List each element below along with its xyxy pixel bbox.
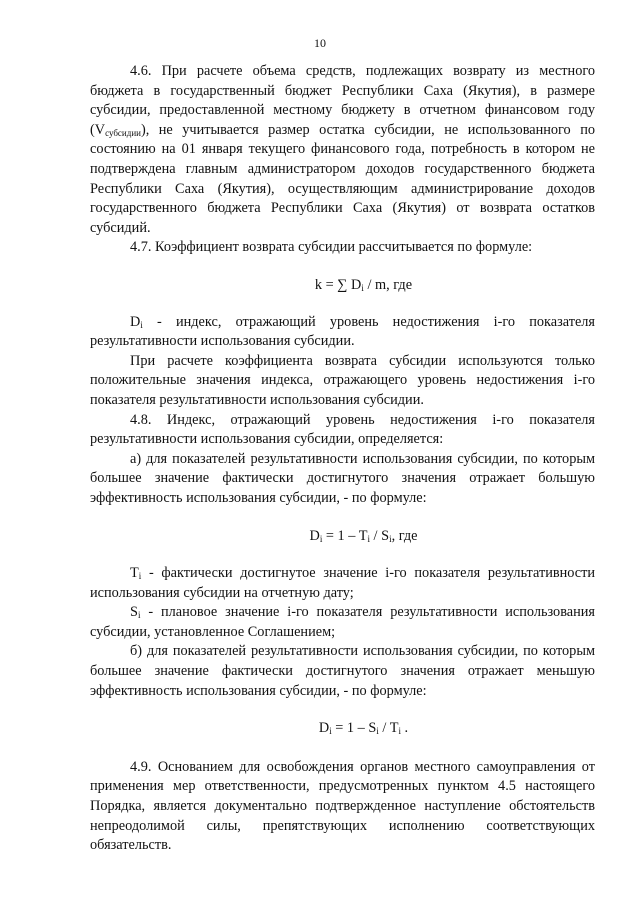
paragraph-4-6-start: 4.6. При расчете объема средств, подлежащих возврату из местного бюджета в государственный бюджет Республики Саха (Якутия), в размере субсидии, предоставленной местному бюджету в отчетном финансовом году (V (90, 63, 595, 138)
paragraph-4-7: 4.7. Коэффициент возврата субсидии рассчитывается по формуле: (130, 239, 533, 256)
formula2-slash: / S (369, 528, 390, 545)
paragraph-si-definition (90, 603, 595, 642)
formula2-post: , где (391, 528, 418, 545)
formula3-d-sub: i (329, 726, 332, 737)
formula-return-coefficient (90, 276, 595, 296)
formula2-t-sub: i (367, 534, 370, 545)
ti-text: - фактически достигнутое значение i-го показателя результативности использования субсидии на отчетную дату; (90, 565, 595, 601)
paragraph-di-definition (90, 313, 595, 352)
subscript-subsidy: субсидии (105, 127, 141, 138)
formula2-mid: = 1 – T (322, 528, 368, 545)
di-var: D (130, 313, 141, 330)
paragraph-case-b: б) для показателей результативности использования субсидии, по которым большее значение фактически достигнутого значения отражает меньшую эффективность использования субсидии, - по формуле: (90, 643, 595, 699)
si-sub: i (137, 610, 141, 621)
paragraph-4-8: 4.8. Индекс, отражающий уровень недостижения i-го показателя результативности использования субсидии, определяется: (90, 411, 595, 448)
ti-var: T (130, 565, 139, 582)
formula3-t-sub: i (398, 726, 401, 737)
formula1-pre: k = ∑ D (314, 276, 362, 293)
formula2-s-sub: i (389, 534, 392, 545)
si-text: - плановое значение i-го показателя результативности использования субсидии, установленное Соглашением; (90, 604, 595, 640)
formula1-post: / m, где (363, 276, 413, 293)
si-var: S (130, 604, 138, 621)
ti-sub: i (138, 571, 142, 582)
formula3-slash: / T (378, 720, 399, 737)
formula2-d-sub: i (319, 534, 323, 545)
page-number: 10 (314, 36, 326, 50)
formula3-s-sub: i (376, 726, 379, 737)
di-text: - индекс, отражающий уровень недостижения i-го показателя результативности использования субсидии. (90, 313, 595, 350)
paragraph-case-a: а) для показателей результативности использования субсидии, по которым большее значение фактически достигнутого значения отражает большую эффективность использования субсидии, - по формуле: (90, 450, 595, 506)
formula-index-b (90, 719, 595, 739)
formula-index-a (90, 527, 595, 547)
paragraph-positive-values: При расчете коэффициента возврата субсидии используются только положительные значения индекса, отражающего уровень недостижения i-го показателя результативности использования субсидии. (90, 352, 595, 408)
document-body (90, 62, 595, 856)
di-sub: i (140, 319, 143, 330)
formula1-sub: i (361, 282, 364, 293)
formula3-mid: = 1 – S (331, 720, 377, 737)
paragraph-4-6-end: ), не учитывается размер остатка субсидии, не использованного по состоянию на 01 января текущего финансового года, потребность в котором не подтверждена главным администратором доходов государственного бюджета Республики Саха (Якутия), осуществляющим администрирование доходов государственного бюджета Республики Саха (Якутия) от возврата остатков субсидий. (90, 121, 595, 236)
paragraph-4-6 (90, 62, 595, 238)
formula3-d: D (318, 720, 330, 737)
paragraph-4-9: 4.9. Основанием для освобождения органов местного самоуправления от применения мер ответственности, предусмотренных пунктом 4.5 настоящего Порядка, является документально подтвержденное наступление обстоятельств непреодолимой силы, препятствующих исполнению соответствующих обязательств. (90, 758, 595, 854)
formula3-post: . (400, 720, 409, 737)
paragraph-ti-definition (90, 564, 595, 603)
formula2-d: D (309, 528, 320, 545)
